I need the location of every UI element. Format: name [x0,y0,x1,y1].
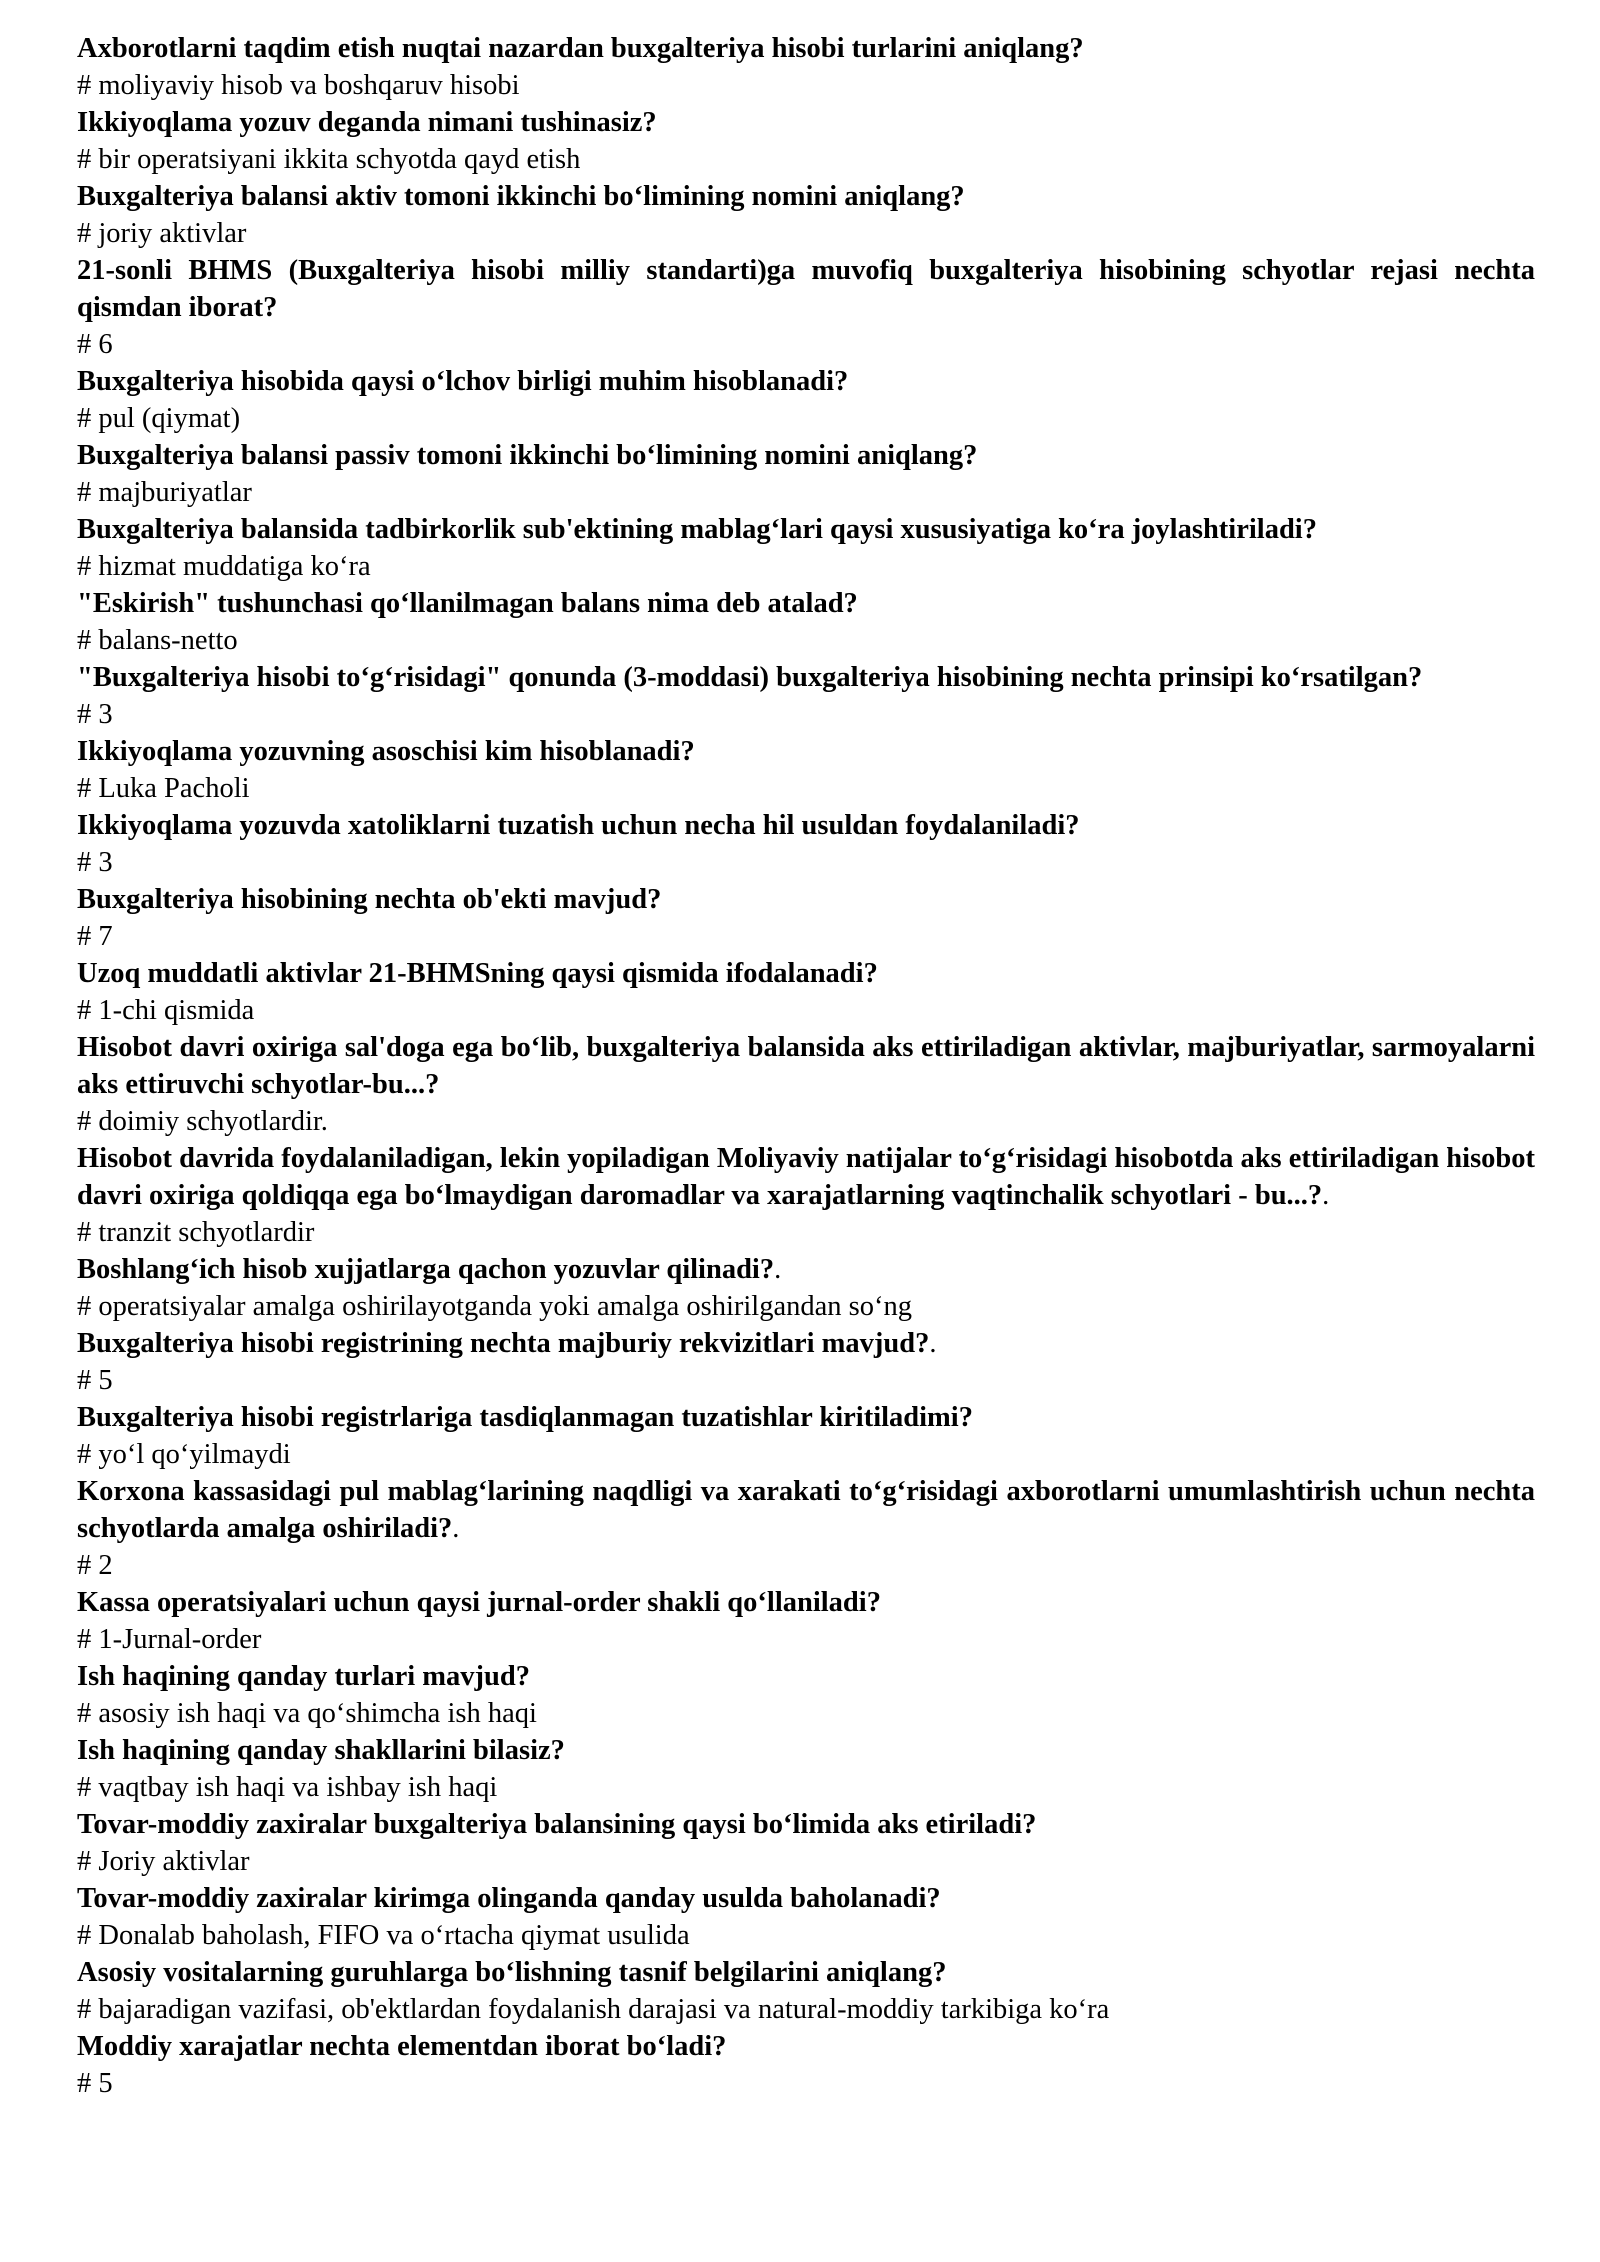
qa-item [77,955,1535,1029]
question-text: Buxgalteriya balansida tadbirkorlik sub'ektining mablag‘lari qaysi xususiyatiga ko‘ra joylashtiriladi? [77,514,1317,545]
question-text: Tovar-moddiy zaxiralar kirimga olinganda qanday usulda baholanadi? [77,1883,941,1914]
qa-item [77,437,1535,511]
question-text: Boshlang‘ich hisob xujjatlarga qachon yozuvlar qilinadi?. [77,1254,782,1285]
answer-text: # tranzit schyotlardir [77,1217,315,1248]
answer-text: # yo‘l qo‘yilmaydi [77,1439,291,1470]
qa-item [77,1954,1535,2028]
qa-item [77,1399,1535,1473]
answer-text: # Donalab baholash, FIFO va o‘rtacha qiymat usulida [77,1920,690,1951]
qa-item [77,1251,1535,1325]
question-text: Kassa operatsiyalari uchun qaysi jurnal-order shakli qo‘llaniladi? [77,1587,881,1618]
qa-item [77,1880,1535,1954]
answer-text: # 5 [77,1365,113,1396]
answer-text: # joriy aktivlar [77,218,247,249]
question-text: Ikkiyoqlama yozuvning asoschisi kim hisoblanadi? [77,736,695,767]
question-text: Uzoq muddatli aktivlar 21-BHMSning qaysi qismida ifodalanadi? [77,958,878,989]
qa-item [77,733,1535,807]
qa-item [77,659,1535,733]
qa-item [77,1806,1535,1880]
qa-item [77,1473,1535,1584]
qa-item [77,1140,1535,1251]
answer-text: # moliyaviy hisob va boshqaruv hisobi [77,70,520,101]
question-text: "Eskirish" tushunchasi qo‘llanilmagan balans nima deb atalad? [77,588,858,619]
answer-text: # 5 [77,2068,113,2099]
answer-text: # 3 [77,699,113,730]
qa-item [77,1029,1535,1140]
question-text: Buxgalteriya hisobi registrlariga tasdiqlanmagan tuzatishlar kiritiladimi? [77,1402,973,1433]
question-text: 21-sonli BHMS (Buxgalteriya hisobi milliy standarti)ga muvofiq buxgalteriya hisobining schyotlar rejasi nechta qismdan iborat? [77,255,1535,323]
answer-text: # 7 [77,921,113,952]
answer-text: # pul (qiymat) [77,403,241,434]
answer-text: # vaqtbay ish haqi va ishbay ish haqi [77,1772,498,1803]
answer-text: # bir operatsiyani ikkita schyotda qayd etish [77,144,581,175]
answer-text: # asosiy ish haqi va qo‘shimcha ish haqi [77,1698,537,1729]
question-text: Ikkiyoqlama yozuv deganda nimani tushinasiz? [77,107,657,138]
answer-text: # hizmat muddatiga ko‘ra [77,551,371,582]
qa-item [77,363,1535,437]
answer-text: # 1-Jurnal-order [77,1624,262,1655]
question-text: Buxgalteriya balansi passiv tomoni ikkinchi bo‘limining nomini aniqlang? [77,440,978,471]
question-text: Buxgalteriya balansi aktiv tomoni ikkinchi bo‘limining nomini aniqlang? [77,181,965,212]
document-page [77,30,1535,2102]
qa-item [77,1658,1535,1732]
qa-item [77,881,1535,955]
answer-text: # balans-netto [77,625,238,656]
answer-text: # Joriy aktivlar [77,1846,250,1877]
question-text: Moddiy xarajatlar nechta elementdan iborat bo‘ladi? [77,2031,727,2062]
answer-text: # bajaradigan vazifasi, ob'ektlardan foydalanish darajasi va natural-moddiy tarkibiga ko‘ra [77,1994,1110,2025]
qa-item [77,511,1535,585]
question-text: Hisobot davri oxiriga sal'doga ega bo‘lib, buxgalteriya balansida aks ettiriladigan aktivlar, majburiyatlar, sarmoyalarni aks ettiruvchi schyotlar-bu...? [77,1032,1535,1100]
answer-text: # 3 [77,847,113,878]
qa-item [77,1325,1535,1399]
qa-item [77,1732,1535,1806]
answer-text: # 6 [77,329,113,360]
question-text: Ish haqining qanday shakllarini bilasiz? [77,1735,565,1766]
answer-text: # doimiy schyotlardir. [77,1106,328,1137]
answer-text: # 2 [77,1550,113,1581]
question-text: Ikkiyoqlama yozuvda xatoliklarni tuzatish uchun necha hil usuldan foydalaniladi? [77,810,1080,841]
answer-text: # 1-chi qismida [77,995,255,1026]
qa-item [77,104,1535,178]
question-text: Buxgalteriya hisobining nechta ob'ekti mavjud? [77,884,662,915]
qa-item [77,807,1535,881]
question-text: Tovar-moddiy zaxiralar buxgalteriya balansining qaysi bo‘limida aks etiriladi? [77,1809,1037,1840]
question-text: "Buxgalteriya hisobi to‘g‘risidagi" qonunda (3-moddasi) buxgalteriya hisobining nechta prinsipi ko‘rsatilgan? [77,662,1423,693]
question-text: Hisobot davrida foydalaniladigan, lekin yopiladigan Moliyaviy natijalar to‘g‘risidagi hisobotda aks ettiriladigan hisobot davri oxiriga qoldiqqa ega bo‘lmaydigan daromadlar va xarajatlarning vaqtinchalik schyotlari - bu...?. [77,1143,1535,1211]
question-text: Ish haqining qanday turlari mavjud? [77,1661,530,1692]
qa-item [77,252,1535,363]
question-text: Buxgalteriya hisobida qaysi o‘lchov birligi muhim hisoblanadi? [77,366,849,397]
answer-text: # majburiyatlar [77,477,252,508]
qa-item [77,178,1535,252]
question-text: Asosiy vositalarning guruhlarga bo‘lishning tasnif belgilarini aniqlang? [77,1957,947,1988]
question-text: Axborotlarni taqdim etish nuqtai nazardan buxgalteriya hisobi turlarini aniqlang? [77,33,1084,64]
answer-text: # operatsiyalar amalga oshirilayotganda yoki amalga oshirilgandan so‘ng [77,1291,912,1322]
qa-item [77,585,1535,659]
answer-text: # Luka Pacholi [77,773,250,804]
qa-item [77,2028,1535,2102]
qa-item [77,1584,1535,1658]
question-text: Korxona kassasidagi pul mablag‘larining naqdligi va xarakati to‘g‘risidagi axborotlarni umumlashtirish uchun nechta schyotlarda amalga oshiriladi?. [77,1476,1535,1544]
qa-item [77,30,1535,104]
question-text: Buxgalteriya hisobi registrining nechta majburiy rekvizitlari mavjud?. [77,1328,937,1359]
